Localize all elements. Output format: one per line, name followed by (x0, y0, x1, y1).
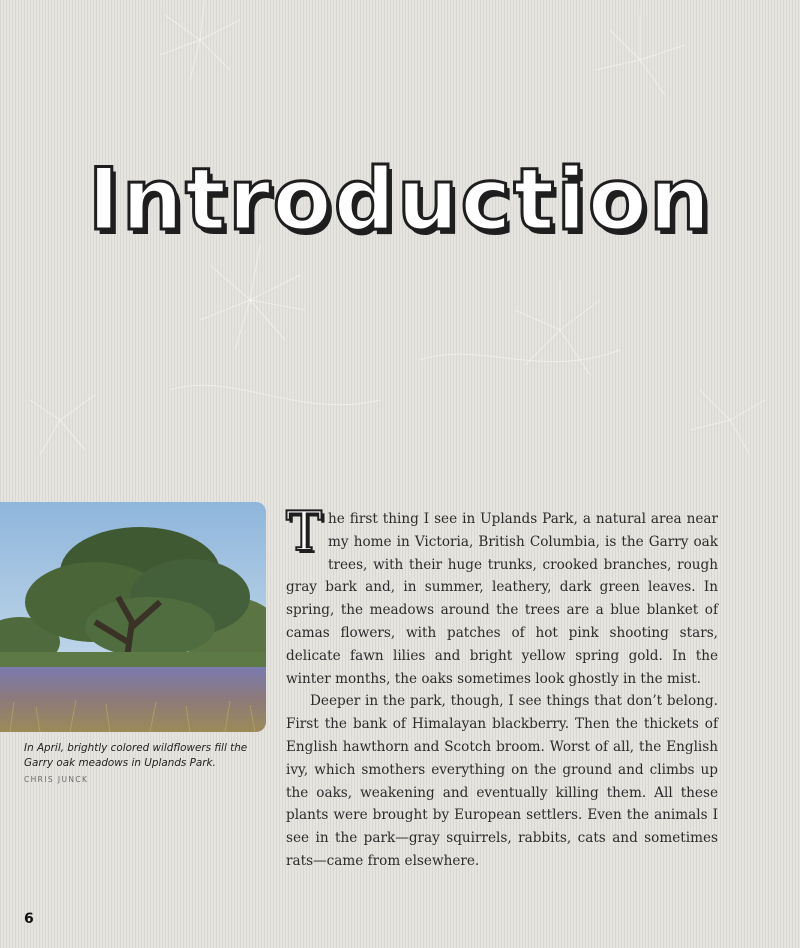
garry-oak-meadow-photo (0, 502, 266, 732)
photo-caption: In April, brightly colored wildflowers fill the Garry oak meadows in Uplands Park. (24, 742, 248, 769)
paragraph-2: Deeper in the park, though, I see things that don’t belong. First the bank of Himalayan blackberry. Then the thickets of English hawthorn and Scotch broom. Worst of all, the English ivy, which smothers everything on the ground and climbs up the oaks, weakening and eventually killing them. All these plants were brought by European settlers. Even the animals I see in the park—gray squirrels, rabbits, cats and sometimes rats—came from elsewhere. (286, 693, 718, 869)
article-body (286, 500, 718, 873)
photo-credit: CHRIS JUNCK (24, 775, 89, 784)
drop-cap: T (286, 500, 323, 563)
paragraph-1-text: he first thing I see in Uplands Park, a natural area near my home in Victoria, British Columbia, is the Garry oak trees, with their huge trunks, crooked branches, rough gray bark and, in summer, leathery, dark green leaves. In spring, the meadows around the trees are a blue blanket of camas flowers, with patches of hot pink shooting stars, delicate fawn lilies and bright yellow spring gold. In the winter months, the oaks sometimes look ghostly in the mist. (286, 511, 718, 687)
page-number: 6 (24, 911, 34, 927)
paragraph-1 (286, 500, 718, 690)
chapter-title: Introduction (87, 150, 713, 250)
